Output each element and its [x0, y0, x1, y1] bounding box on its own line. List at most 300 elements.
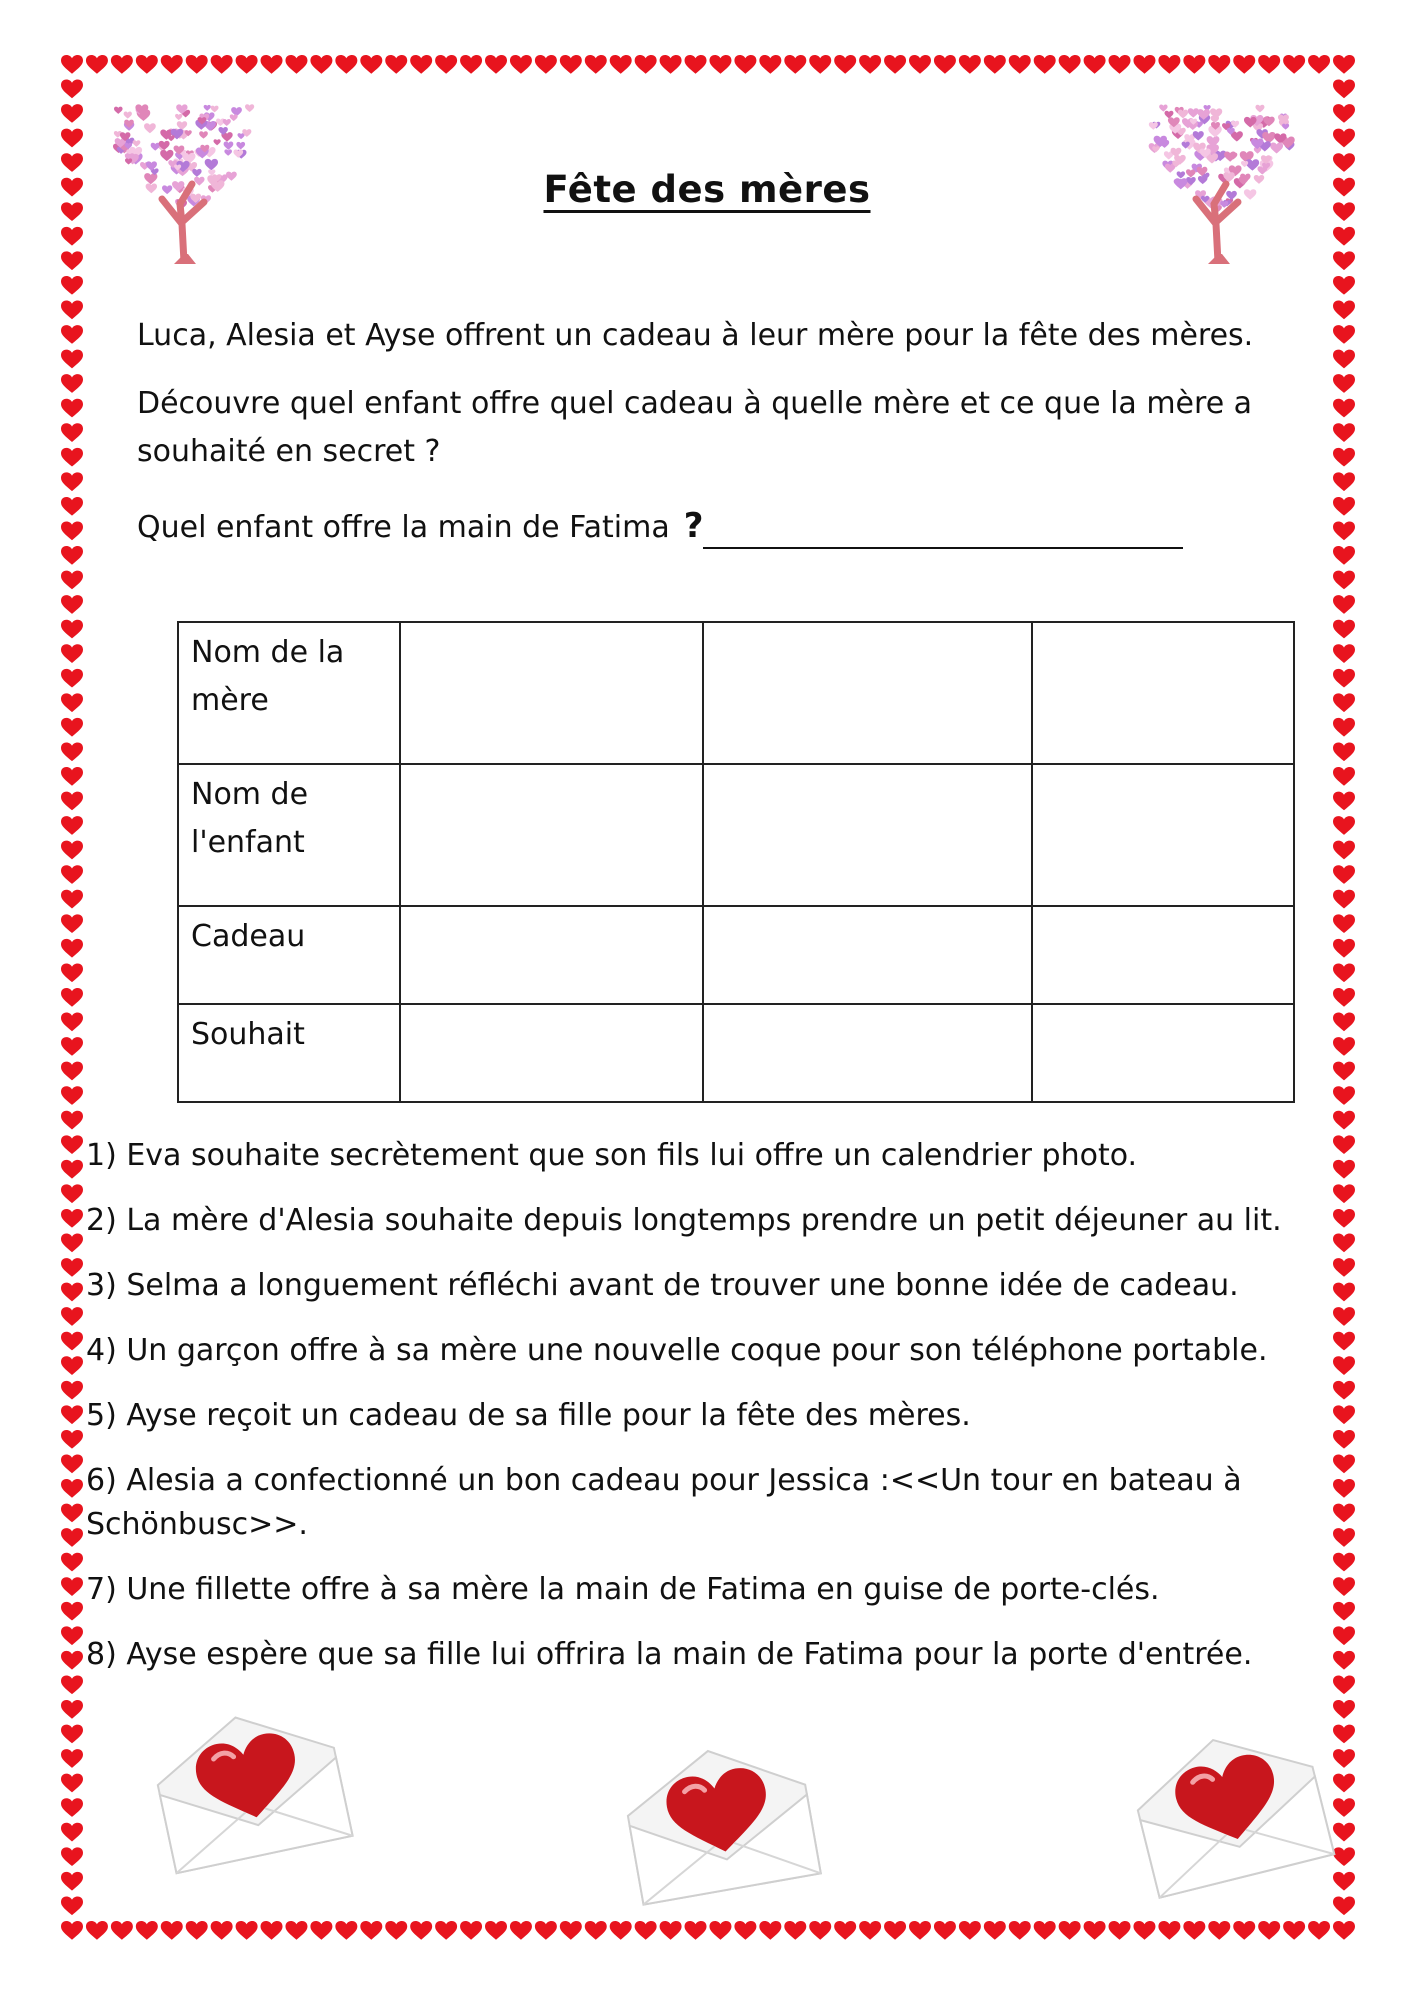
heart-icon [61, 742, 83, 761]
heart-icon [1333, 325, 1355, 344]
heart-icon [1333, 1037, 1355, 1056]
heart-icon [834, 1921, 856, 1940]
heart-icon [1333, 988, 1355, 1007]
heart-icon [1333, 1307, 1355, 1326]
heart-icon [1333, 1234, 1355, 1253]
heart-icon [161, 55, 183, 74]
intro-line: Luca, Alesia et Ayse offrent un cadeau à leur mère pour la fête des mères. [137, 318, 1254, 353]
heart-icon [1333, 522, 1355, 541]
heart-icon [1333, 1013, 1355, 1032]
heart-icon [1258, 1921, 1280, 1940]
heart-leaf-icon [236, 142, 245, 149]
heart-icon [61, 80, 83, 99]
heart-icon [1333, 497, 1355, 516]
heart-icon [86, 55, 108, 74]
heart-icon [61, 644, 83, 663]
heart-icon [61, 276, 83, 295]
heart-icon [1333, 104, 1355, 123]
heart-icon [61, 1725, 83, 1744]
heart-icon [1333, 1184, 1355, 1203]
heart-leaf-icon [144, 123, 156, 133]
heart-icon [635, 55, 657, 74]
page-title: Fête des mères [543, 168, 871, 211]
heart-leaf-icon [211, 106, 219, 113]
heart-icon [660, 55, 682, 74]
heart-icon [1258, 55, 1280, 74]
answer-cell[interactable] [400, 622, 702, 764]
heart-icon [984, 1921, 1006, 1940]
heart-leaf-icon [114, 107, 123, 114]
answer-cell[interactable] [703, 764, 1032, 906]
heart-icon [335, 1921, 357, 1940]
heart-icon [61, 1577, 83, 1596]
heart-icon [61, 1504, 83, 1523]
heart-icon [61, 571, 83, 590]
heart-icon [61, 1626, 83, 1645]
heart-icon [211, 1921, 233, 1940]
clue-item: 6) Alesia a confectionné un bon cadeau pour Jessica :<<Un tour en bateau à Schönbusc>>. [86, 1463, 1242, 1542]
heart-icon [1034, 55, 1056, 74]
heart-icon [959, 55, 981, 74]
heart-icon [385, 55, 407, 74]
clue-item: 4) Un garçon offre à sa mère une nouvelle coque pour son téléphone portable. [86, 1333, 1268, 1368]
heart-icon [61, 104, 83, 123]
heart-icon [61, 669, 83, 688]
heart-icon [1283, 1921, 1305, 1940]
answer-cell[interactable] [1032, 906, 1294, 1004]
heart-icon [510, 1921, 532, 1940]
heart-icon [934, 55, 956, 74]
heart-icon [1059, 1921, 1081, 1940]
answer-cell[interactable] [1032, 1004, 1294, 1102]
heart-icon [61, 890, 83, 909]
table-row [178, 622, 1294, 764]
heart-icon [685, 1921, 707, 1940]
clue-list [86, 1134, 1336, 1698]
heart-icon [909, 55, 931, 74]
clue-item: 8) Ayse espère que sa fille lui offrira la main de Fatima pour la porte d'entrée. [86, 1637, 1253, 1672]
heart-icon [136, 55, 158, 74]
clue-item: 1) Eva souhaite secrètement que son fils lui offre un calendrier photo. [86, 1138, 1138, 1173]
heart-icon [61, 1258, 83, 1277]
heart-icon [61, 1037, 83, 1056]
heart-icon [1308, 55, 1330, 74]
question-text: Quel enfant offre la main de Fatima [137, 510, 670, 545]
heart-icon [61, 865, 83, 884]
heart-icon [1333, 301, 1355, 320]
heart-icon [1133, 55, 1155, 74]
heart-icon [1333, 914, 1355, 933]
answer-cell[interactable] [1032, 622, 1294, 764]
heart-icon [1208, 1921, 1230, 1940]
heart-icon [1109, 1921, 1131, 1940]
heart-icon [610, 55, 632, 74]
heart-icon [1333, 374, 1355, 393]
answer-cell[interactable] [703, 906, 1032, 1004]
heart-leaf-icon [224, 142, 234, 150]
question [137, 503, 703, 551]
heart-icon [1333, 1111, 1355, 1130]
heart-icon [1283, 55, 1305, 74]
heart-icon [959, 1921, 981, 1940]
heart-leaf-icon [160, 150, 173, 161]
heart-leaf-icon [224, 149, 232, 155]
heart-icon [310, 1921, 332, 1940]
heart-leaf-icon [199, 131, 208, 138]
heart-icon [211, 55, 233, 74]
heart-icon [61, 1651, 83, 1670]
heart-icon [1333, 1553, 1355, 1572]
heart-icon [61, 497, 83, 516]
heart-icon [61, 939, 83, 958]
heart-icon [61, 1553, 83, 1572]
heart-icon [1333, 816, 1355, 835]
heart-icon [1333, 865, 1355, 884]
heart-icon [1333, 595, 1355, 614]
heart-icon [535, 55, 557, 74]
heart-icon [1333, 350, 1355, 369]
heart-leaf-icon [177, 121, 187, 130]
heart-icon [61, 374, 83, 393]
heart-icon [61, 1700, 83, 1719]
row-header: Nom de l'enfant [178, 764, 400, 906]
heart-icon [1333, 571, 1355, 590]
heart-icon [1333, 1332, 1355, 1351]
heart-icon [1333, 1577, 1355, 1596]
heart-icon [1333, 620, 1355, 639]
heart-icon [385, 1921, 407, 1940]
heart-icon [1084, 55, 1106, 74]
heart-icon [1158, 55, 1180, 74]
heart-icon [1333, 792, 1355, 811]
heart-icon [1333, 1651, 1355, 1670]
heart-icon [61, 620, 83, 639]
heart-icon [61, 1675, 83, 1694]
heart-icon [61, 251, 83, 270]
heart-icon [535, 1921, 557, 1940]
heart-icon [635, 1921, 657, 1940]
heart-icon [61, 129, 83, 148]
heart-icon [61, 1062, 83, 1081]
heart-icon [1333, 1626, 1355, 1645]
heart-icon [61, 767, 83, 786]
heart-icon [410, 1921, 432, 1940]
heart-icon [560, 55, 582, 74]
heart-icon [1333, 644, 1355, 663]
heart-icon [1333, 423, 1355, 442]
heart-icon [1208, 55, 1230, 74]
heart-leaf-icon [1159, 104, 1167, 111]
heart-leaf-icon [213, 139, 220, 145]
heart-icon [784, 55, 806, 74]
heart-icon [1333, 1675, 1355, 1694]
heart-icon [61, 1528, 83, 1547]
heart-icon [1009, 1921, 1031, 1940]
heart-icon [61, 693, 83, 712]
heart-icon [61, 595, 83, 614]
heart-icon [111, 1921, 133, 1940]
heart-icon [1333, 1258, 1355, 1277]
heart-icon [1333, 227, 1355, 246]
heart-icon [1333, 1135, 1355, 1154]
heart-icon [261, 55, 283, 74]
heart-icon [1333, 1062, 1355, 1081]
heart-icon [834, 55, 856, 74]
heart-icon [1158, 1921, 1180, 1940]
heart-icon [61, 1184, 83, 1203]
heart-icon [585, 1921, 607, 1940]
heart-icon [61, 1479, 83, 1498]
table-row [178, 1004, 1294, 1102]
heart-icon [61, 227, 83, 246]
heart-leaf-icon [1241, 161, 1248, 167]
heart-icon [61, 546, 83, 565]
answer-cell[interactable] [400, 906, 702, 1004]
heart-icon [709, 55, 731, 74]
heart-icon [111, 55, 133, 74]
answer-line[interactable] [703, 547, 1183, 549]
heart-icon [510, 55, 532, 74]
heart-icon [136, 1921, 158, 1940]
heart-icon [1333, 1528, 1355, 1547]
heart-icon [1333, 1749, 1355, 1768]
answer-cell[interactable] [703, 1004, 1032, 1102]
heart-icon [1333, 767, 1355, 786]
heart-leaf-icon [1255, 105, 1264, 113]
heart-icon [1183, 55, 1205, 74]
heart-icon [61, 423, 83, 442]
heart-icon [61, 1798, 83, 1817]
heart-icon [1233, 1921, 1255, 1940]
heart-icon [61, 816, 83, 835]
answer-cell[interactable] [703, 622, 1032, 764]
answer-cell[interactable] [400, 1004, 702, 1102]
heart-icon [161, 1921, 183, 1940]
heart-icon [310, 55, 332, 74]
heart-icon [734, 1921, 756, 1940]
heart-leaf-icon [230, 114, 238, 121]
heart-icon [1333, 1209, 1355, 1228]
heart-icon [285, 1921, 307, 1940]
heart-icon [61, 1111, 83, 1130]
heart-icon [1333, 251, 1355, 270]
heart-icon [61, 1602, 83, 1621]
heart-icon [460, 1921, 482, 1940]
heart-icon [759, 55, 781, 74]
heart-icon [1333, 939, 1355, 958]
row-header: Souhait [178, 1004, 400, 1102]
heart-icon [61, 1160, 83, 1179]
heart-leaf-icon [1164, 111, 1173, 119]
heart-icon [1333, 399, 1355, 418]
heart-icon [61, 399, 83, 418]
row-header: Cadeau [178, 906, 400, 1004]
heart-icon [61, 841, 83, 860]
heart-icon [1333, 841, 1355, 860]
heart-envelope-icon [608, 1724, 833, 1916]
heart-leaf-icon [133, 140, 141, 147]
heart-icon [1333, 1700, 1355, 1719]
table-row [178, 764, 1294, 906]
heart-icon [1333, 1921, 1355, 1940]
heart-icon [909, 1921, 931, 1940]
intro-line: Découvre quel enfant offre quel cadeau à quelle mère et ce que la mère a souhaité en secret ? [137, 386, 1253, 469]
heart-leaf-icon [223, 119, 231, 126]
heart-icon [61, 1749, 83, 1768]
heart-icon [1333, 1455, 1355, 1474]
heart-icon [485, 1921, 507, 1940]
heart-icon [1133, 1921, 1155, 1940]
heart-icon [61, 1209, 83, 1228]
heart-icon [61, 1774, 83, 1793]
heart-icon [435, 1921, 457, 1940]
heart-icon [709, 1921, 731, 1940]
heart-icon [61, 301, 83, 320]
heart-leaf-icon [1193, 131, 1204, 140]
heart-icon [1333, 742, 1355, 761]
heart-icon [61, 1283, 83, 1302]
heart-icon [61, 1896, 83, 1915]
heart-icon [1333, 1798, 1355, 1817]
row-header: Nom de la mère [178, 622, 400, 764]
heart-icon [61, 1405, 83, 1424]
heart-icon [61, 1013, 83, 1032]
heart-icon [859, 1921, 881, 1940]
heart-icon [560, 1921, 582, 1940]
heart-icon [1333, 669, 1355, 688]
heart-icon [685, 55, 707, 74]
heart-icon [460, 55, 482, 74]
heart-icon [1333, 129, 1355, 148]
heart-icon [1333, 693, 1355, 712]
heart-icon [61, 988, 83, 1007]
heart-icon [1333, 718, 1355, 737]
heart-leaf-icon [1188, 108, 1199, 117]
heart-icon [1009, 55, 1031, 74]
heart-icon [1333, 1430, 1355, 1449]
heart-icon [1333, 448, 1355, 467]
clue-item: 5) Ayse reçoit un cadeau de sa fille pour la fête des mères. [86, 1398, 971, 1433]
heart-icon [61, 1921, 83, 1940]
heart-icon [1333, 472, 1355, 491]
heart-icon [809, 1921, 831, 1940]
heart-icon [236, 55, 258, 74]
heart-icon [1333, 80, 1355, 99]
heart-icon [859, 55, 881, 74]
heart-icon [1109, 55, 1131, 74]
heart-icon [61, 1356, 83, 1375]
heart-icon [61, 1234, 83, 1253]
heart-icon [485, 55, 507, 74]
heart-icon [1059, 55, 1081, 74]
intro-paragraph [137, 380, 1287, 476]
heart-icon [1333, 890, 1355, 909]
heart-icon [335, 55, 357, 74]
heart-icon [61, 1086, 83, 1105]
heart-leaf-icon [124, 112, 132, 119]
intro-paragraph [137, 312, 1317, 360]
heart-icon [1333, 1405, 1355, 1424]
heart-icon [61, 350, 83, 369]
heart-icon [734, 55, 756, 74]
logic-grid [177, 621, 1295, 1103]
heart-icon [660, 1921, 682, 1940]
answer-cell[interactable] [1032, 764, 1294, 906]
heart-icon [1308, 1921, 1330, 1940]
heart-icon [1333, 1479, 1355, 1498]
heart-icon [410, 55, 432, 74]
heart-icon [236, 1921, 258, 1940]
heart-leaf-icon [204, 105, 211, 111]
heart-icon [61, 472, 83, 491]
heart-icon [1333, 1725, 1355, 1744]
heart-icon [360, 1921, 382, 1940]
heart-icon [61, 1135, 83, 1154]
heart-icon [984, 55, 1006, 74]
heart-icon [61, 792, 83, 811]
heart-icon [1034, 1921, 1056, 1940]
heart-icon [934, 1921, 956, 1940]
heart-icon [1233, 55, 1255, 74]
heart-leaf-icon [151, 143, 160, 151]
heart-icon [61, 914, 83, 933]
heart-icon [585, 55, 607, 74]
clue-item: 7) Une fillette offre à sa mère la main de Fatima en guise de porte-clés. [86, 1572, 1160, 1607]
heart-icon [1084, 1921, 1106, 1940]
heart-icon [1333, 1283, 1355, 1302]
heart-icon [61, 1823, 83, 1842]
heart-icon [61, 963, 83, 982]
question-mark: ? [683, 506, 704, 546]
heart-icon [360, 55, 382, 74]
heart-icon [1333, 1086, 1355, 1105]
heart-leaf-icon [175, 114, 182, 120]
heart-icon [61, 1381, 83, 1400]
heart-icon [884, 55, 906, 74]
clue-item: 3) Selma a longuement réfléchi avant de trouver une bonne idée de cadeau. [86, 1268, 1239, 1303]
heart-icon [1333, 276, 1355, 295]
heart-icon [61, 1430, 83, 1449]
heart-icon [435, 55, 457, 74]
heart-icon [610, 1921, 632, 1940]
heart-icon [784, 1921, 806, 1940]
table-row [178, 906, 1294, 1004]
heart-icon [61, 718, 83, 737]
heart-icon [61, 1332, 83, 1351]
heart-leaf-icon [1270, 142, 1283, 153]
heart-icon [1333, 1381, 1355, 1400]
heart-icon [61, 325, 83, 344]
heart-icon [61, 1307, 83, 1326]
heart-icon [1333, 1602, 1355, 1621]
heart-icon [1333, 55, 1355, 74]
heart-icon [61, 1847, 83, 1866]
heart-icon [61, 1872, 83, 1891]
heart-icon [61, 1455, 83, 1474]
heart-icon [61, 448, 83, 467]
heart-icon [186, 55, 208, 74]
heart-icon [186, 1921, 208, 1940]
heart-icon [1333, 1872, 1355, 1891]
heart-leaf-icon [168, 135, 175, 141]
heart-icon [809, 55, 831, 74]
answer-cell[interactable] [400, 764, 702, 906]
heart-leaf-icon [245, 104, 254, 112]
heart-icon [1333, 963, 1355, 982]
heart-icon [1333, 1160, 1355, 1179]
heart-icon [759, 1921, 781, 1940]
heart-icon [261, 1921, 283, 1940]
